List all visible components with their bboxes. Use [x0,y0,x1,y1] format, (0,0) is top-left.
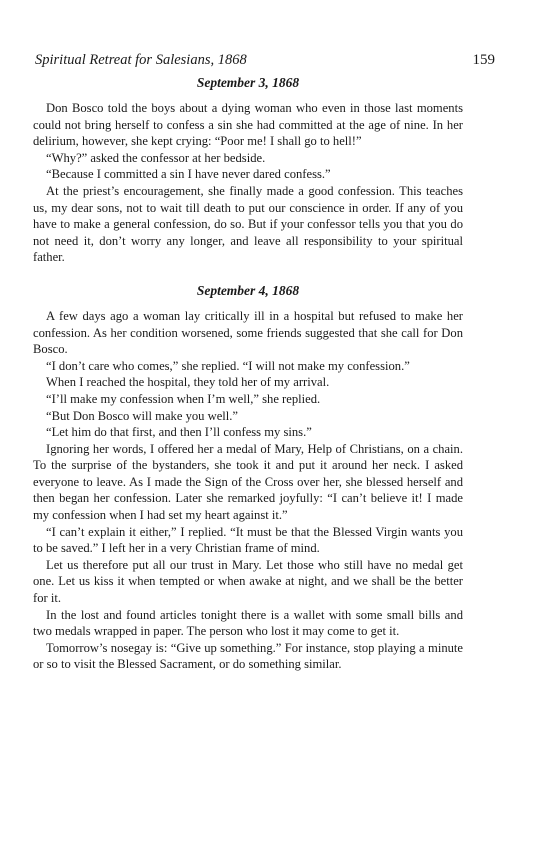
section-september-3 [33,75,463,266]
paragraph: In the lost and found articles tonight there is a wallet with some small bills and two medals wrapped in paper. The person who lost it may come to get it. [33,607,463,639]
paragraph: Tomorrow’s nosegay is: “Give up something.” For instance, stop playing a minute or so to visit the Blessed Sacrament, or do something similar. [33,640,463,672]
paragraph: “Because I committed a sin I have never dared confess.” [46,167,331,182]
paragraph: “But Don Bosco will make you well.” [46,408,239,423]
paragraph: When I reached the hospital, they told her of my arrival. [46,375,330,390]
section-date: September 4, 1868 [196,282,300,298]
section-september-4 [33,283,463,673]
paragraph: At the priest’s encouragement, she finally made a good confession. This teaches us, my dear sons, not to wait till death to put our conscience in order. If any of you have to make a general confession, do so. But if your confessor tells you that you do not need it, don’t worry any longer, and leave all responsibility to your spiritual father. [33,183,463,265]
paragraph: “Why?” asked the confessor at her bedside. [46,150,266,165]
paragraph: “I’ll make my confession when I’m well,” she replied. [46,391,321,406]
paragraph: Let us therefore put all our trust in Mary. Let those who still have no medal get one. Let us kiss it when tempted or when awake at night, and we shall be the better for it. [33,557,463,606]
running-head [33,52,495,74]
page-number: 159 [472,52,495,68]
section-date: September 3, 1868 [196,75,300,90]
paragraph: “Let him do that first, and then I’ll confess my sins.” [46,425,312,440]
paragraph: Ignoring her words, I offered her a medal of Mary, Help of Christians, on a chain. To the surprise of the bystanders, she took it and put it around her neck. I asked everyone to leave. As I made the Sign of the Cross over her, she blessed herself and then began her confession. Later she remarked joyfully: “I can’t believe it! I made my confession when I had set my heart against it.” [33,441,463,523]
paragraph: A few days ago a woman lay critically ill in a hospital but refused to make her confession. As her condition worsened, some friends suggested that she call for Don Bosco. [33,308,463,357]
paragraph: Don Bosco told the boys about a dying woman who even in those last moments could not bring herself to confess a sin she had committed at the age of nine. In her delirium, however, she kept crying: “Poor me! I shall go to hell!” [33,101,463,149]
book-page [33,52,495,673]
paragraph: “I don’t care who comes,” she replied. “I will not make my confession.” [46,358,410,373]
running-title: Spiritual Retreat for Salesians, 1868 [35,52,247,68]
paragraph: “I can’t explain it either,” I replied. “It must be that the Blessed Virgin wants you to be saved.” I left her in a very Christian frame of mind. [33,524,463,556]
